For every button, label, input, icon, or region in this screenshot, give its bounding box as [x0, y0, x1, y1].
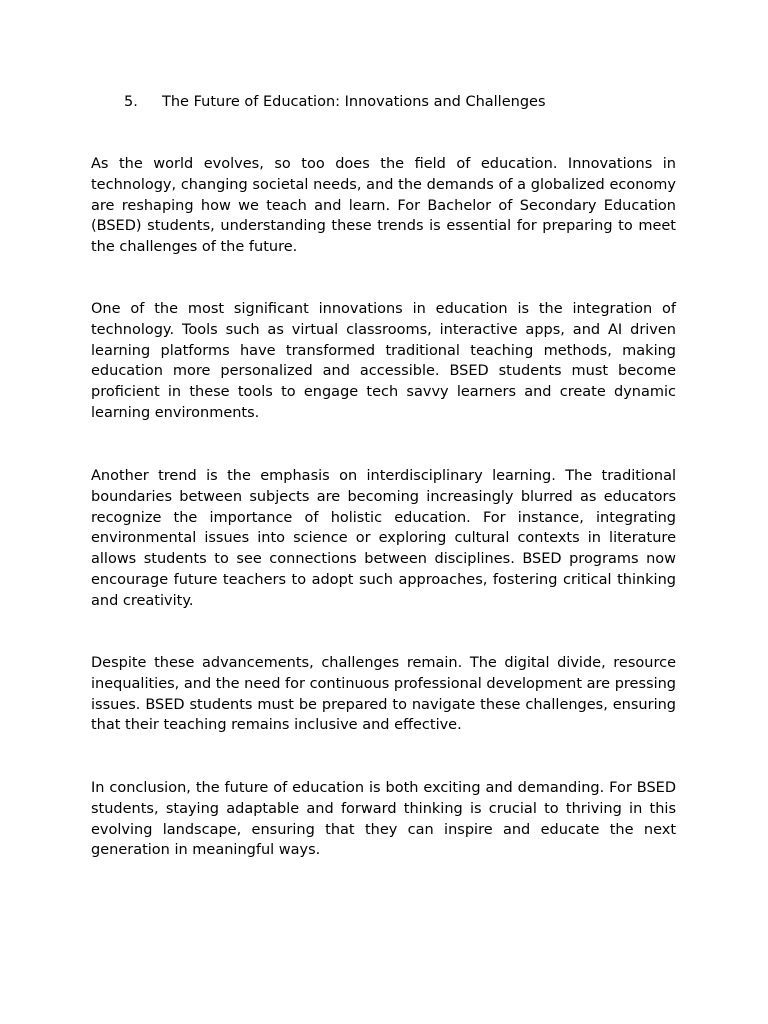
paragraph-interdisciplinary: Another trend is the emphasis on interdisciplinary learning. The traditional boundaries between subjects are becoming increasingly blurred as educators recognize the importance of holistic education. For instance, integrating environmental issues into science or exploring cultural contexts in literature allows students to see connections between disciplines. BSED programs now encourage future teachers to adopt such approaches, fostering critical thinking and creativity. — [91, 468, 676, 609]
paragraph-challenges: Despite these advancements, challenges remain. The digital divide, resource inequalities, and the need for continuous professional development are pressing issues. BSED students must be prepared to navigate these challenges, ensuring that their teaching remains inclusive and effective. — [91, 655, 677, 734]
paragraph-introduction: As the world evolves, so too does the field of education. Innovations in technology, changing societal needs, and the demands of a globalized economy are reshaping how we teach and learn. For Bachelor of Secondary Education (BSED) students, understanding these trends is essential for preparing to meet the challenges of the future. — [91, 156, 676, 256]
paragraph-technology: One of the most significant innovations in education is the integration of technology. Tools such as virtual classrooms, interactive apps, and AI driven learning platforms have transformed traditional teaching methods, making education more personalized and accessible. BSED students must become proficient in these tools to engage tech savvy learners and create dynamic learning environments. — [91, 301, 676, 421]
paragraph-conclusion: In conclusion, the future of education is both exciting and demanding. For BSED students, staying adaptable and forward thinking is crucial to thriving in this evolving landscape, ensuring that they can inspire and educate the next generation in meaningful ways. — [91, 780, 676, 859]
section-number: 5. — [124, 94, 138, 110]
section-heading — [124, 92, 546, 112]
section-title: The Future of Education: Innovations and Challenges — [162, 94, 546, 110]
